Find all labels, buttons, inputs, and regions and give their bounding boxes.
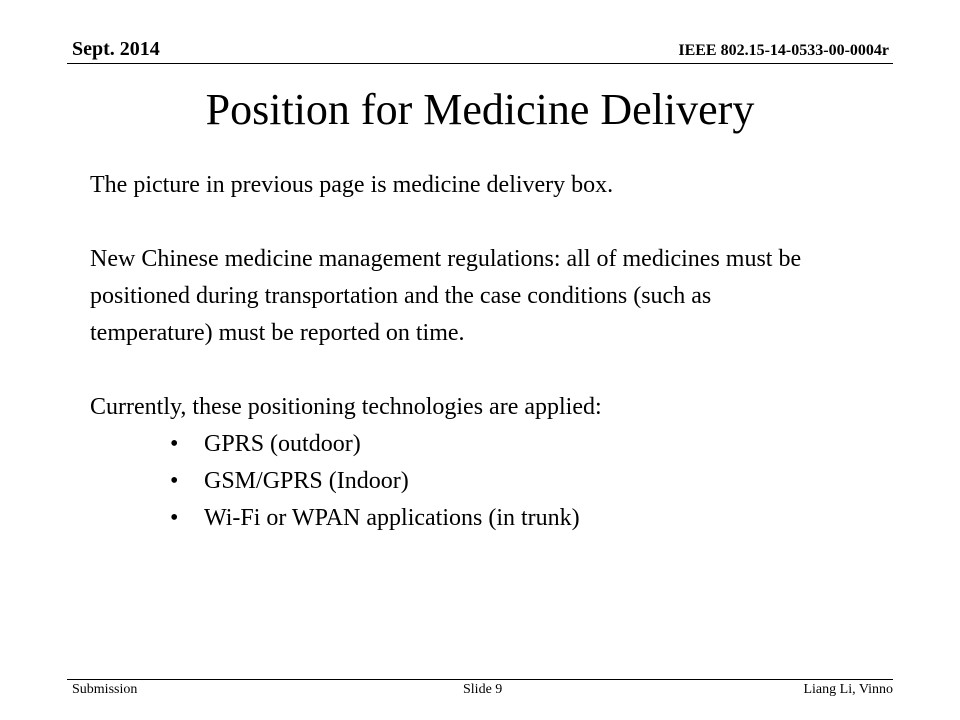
technology-list [90, 426, 830, 537]
footer-divider [67, 679, 893, 680]
bullet-icon: • [170, 431, 179, 457]
bullet-icon: • [170, 468, 179, 494]
list-item-label: GSM/GPRS (Indoor) [204, 468, 409, 494]
footer-author: Liang Li, Vinno [803, 682, 893, 697]
header-date: Sept. 2014 [72, 38, 160, 60]
slide-body [90, 167, 830, 537]
list-item [164, 426, 830, 463]
list-item [164, 500, 830, 537]
regulation-paragraph: New Chinese medicine management regulations: all of medicines must be positioned during transportation and the case conditions (such as temperature) must be reported on time. [90, 246, 802, 346]
bullet-icon: • [170, 505, 179, 531]
list-item-label: GPRS (outdoor) [204, 431, 361, 457]
list-item-label: Wi-Fi or WPAN applications (in trunk) [204, 505, 580, 531]
slide-number: Slide 9 [463, 682, 503, 697]
document-id: IEEE 802.15-14-0533-00-0004r [678, 42, 889, 59]
slide-title: Position for Medicine Delivery [205, 85, 755, 134]
technology-intro: Currently, these positioning technologies are applied: [90, 394, 602, 420]
footer-submission: Submission [72, 682, 138, 697]
list-item [164, 463, 830, 500]
intro-paragraph: The picture in previous page is medicine delivery box. [90, 172, 614, 198]
header-divider [67, 63, 893, 64]
